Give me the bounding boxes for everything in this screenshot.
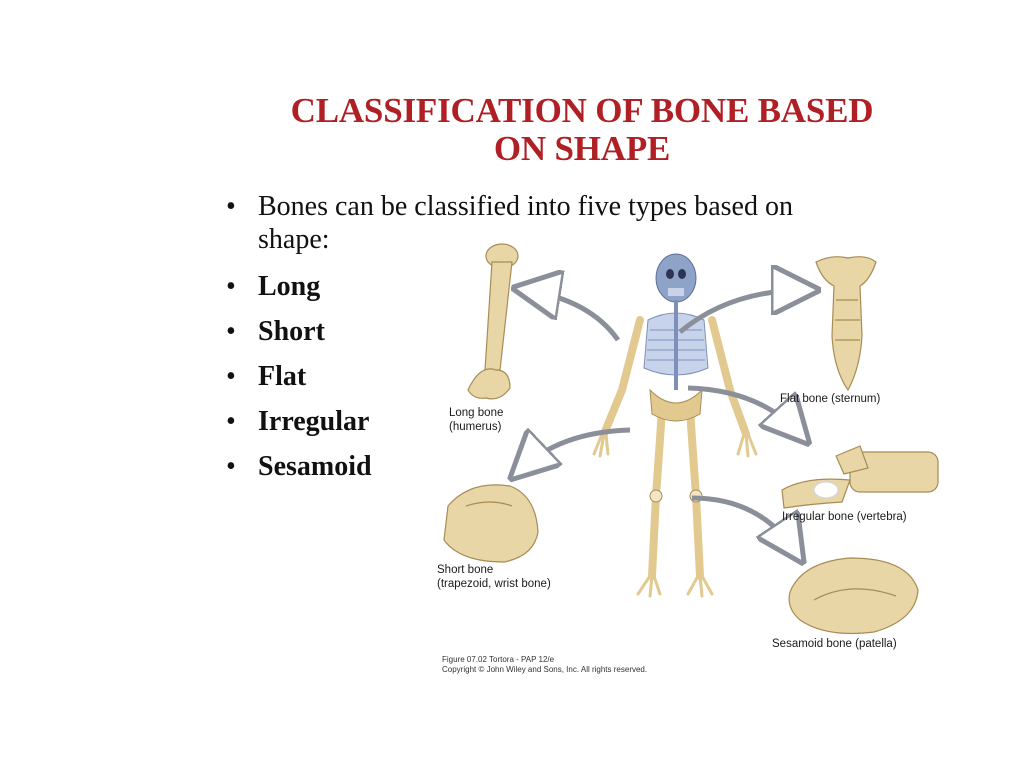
figure-caption-2: Copyright © John Wiley and Sons, Inc. All rights reserved. xyxy=(442,665,648,674)
bullet-label: Flat xyxy=(258,361,307,392)
bone-figure xyxy=(430,240,960,680)
slide-title xyxy=(232,92,932,168)
title-line-2: ON SHAPE xyxy=(493,129,671,168)
label-irregular-bone: Irregular bone (vertebra) xyxy=(782,511,907,523)
label-long-bone-2: (humerus) xyxy=(449,421,502,433)
sternum-bone xyxy=(816,257,876,390)
humerus-bone xyxy=(468,244,518,399)
bullet-label: Short xyxy=(258,316,325,347)
bullet-dot: • xyxy=(226,191,236,222)
patella-bone xyxy=(789,558,918,634)
skeleton-illustration xyxy=(594,254,756,596)
bullet-label: Irregular xyxy=(258,406,370,437)
label-sesamoid-bone: Sesamoid bone (patella) xyxy=(772,638,897,650)
bullet-dot: • xyxy=(226,271,236,302)
bullet-label: Long xyxy=(258,271,321,302)
bullet-dot: • xyxy=(226,451,236,482)
bullet-label: Sesamoid xyxy=(258,451,372,482)
label-flat-bone: Flat bone (sternum) xyxy=(780,393,881,405)
trapezoid-bone xyxy=(444,485,538,562)
bullet-dot: • xyxy=(226,406,236,437)
intro-line-1: Bones can be classified into five types based on xyxy=(258,191,793,222)
title-line-1: CLASSIFICATION OF BONE BASED xyxy=(290,91,874,130)
bullet-dot: • xyxy=(226,316,236,347)
vertebra-bone xyxy=(782,446,938,508)
label-long-bone-1: Long bone xyxy=(449,407,504,419)
bullet-dot: • xyxy=(226,361,236,392)
label-short-bone-1: Short bone xyxy=(437,564,494,576)
figure-caption-1: Figure 07.02 Tortora - PAP 12/e xyxy=(442,655,555,664)
label-short-bone-2: (trapezoid, wrist bone) xyxy=(437,578,551,590)
intro-line-2: shape: xyxy=(258,224,330,255)
